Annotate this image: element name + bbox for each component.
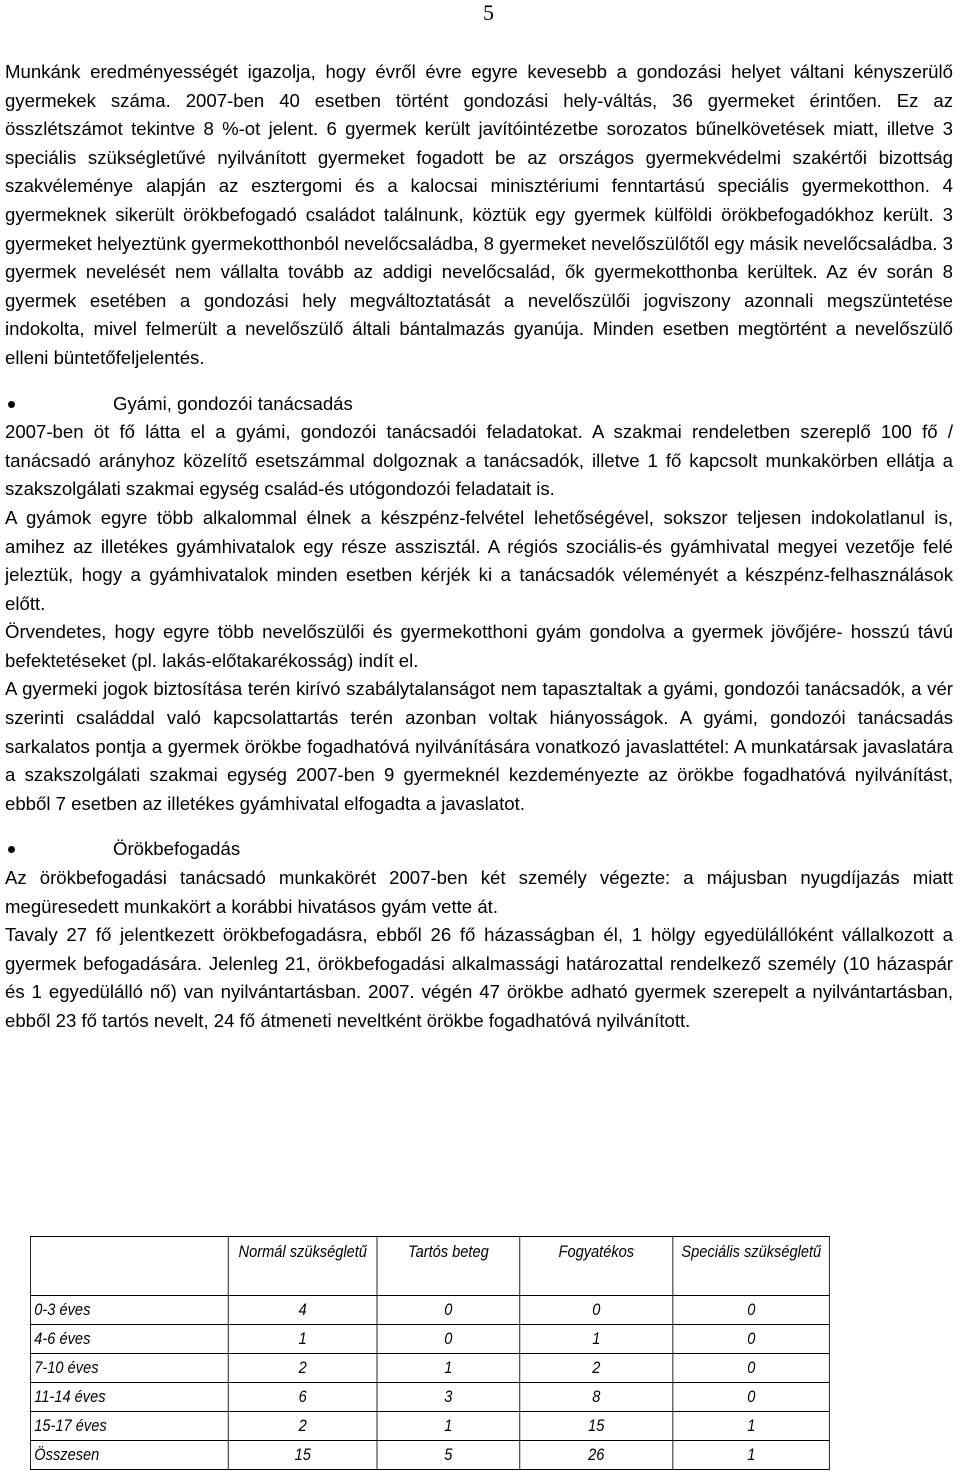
table-cell: 1 xyxy=(519,1325,673,1354)
table-cell: 1 xyxy=(673,1441,829,1470)
paragraph-savings: Örvendetes, hogy egyre több nevelőszülői és gyermekotthoni gyám gondolva a gyermek jövőjére- hosszú távú befektetéseket (pl. lakás-előtakarékosság) indít el. xyxy=(5,621,953,671)
section-heading-adoption xyxy=(5,835,953,864)
bullet-icon xyxy=(8,401,15,408)
paragraph-placement-changes: Munkánk eredményességét igazolja, hogy évről évre egyre kevesebb a gondozási helyet váltani kényszerülő gyermekek száma. 2007-ben 40 esetben történt gondozási hely-váltás, 36 gyermeket érintően. Ez az összlétszámot tekintve 8 %-ot jelent. 6 gyermek került javítóintézetbe sorozatos bűnelkövetések miatt, illetve 3 speciális szükségletűvé nyilvánított gyermeket fogadott be az országos gyermekvédelmi szakértői bizottság szakvéleménye alapján az esztergomi és a kalocsai minisztériumi fenntartású speciális gyermekotthon. 4 gyermeknek sikerült örökbefogadó családot találnunk, köztük egy gyermek külföldi örökbefogadókhoz került. 3 gyermeket helyeztünk gyermekotthonból nevelőcsaládba, 8 gyermeket nevelőszülőtől egy másik nevelőcsaládba. 3 gyermek nevelését nem vállalta tovább az addigi nevelőcsalád, ők gyermekotthonba kerültek. Az év során 8 gyermek esetében a gondozási hely megváltoztatását a nevelőszülői jogviszony azonnali megszüntetése indokolta, mivel felmerült a nevelőszülő általi bántalmazás gyanúja. Minden esetben megtörtént a nevelőszülő elleni büntetőfeljelentés. xyxy=(5,61,953,368)
table-row-label: 0-3 éves xyxy=(30,1296,228,1325)
table-header-cell: Speciális szükségletű xyxy=(673,1237,829,1296)
table-header-cell: Fogyatékos xyxy=(519,1237,673,1296)
table-total-row xyxy=(30,1441,829,1470)
paragraph-adoption-stats: Tavaly 27 fő jelentkezett örökbefogadásra, ebből 26 fő házasságban él, 1 hölgy egyedülállóként vállalkozott a gyermek befogadására. Jelenleg 21, örökbefogadási alkalmassági határozattal rendelkező személy (10 házaspár és 1 egyedülálló nő) van nyilvántartásban. 2007. végén 47 örökbe adható gyermek szerepelt a nyilvántartásban, ebből 23 fő tartós nevelt, 24 fő átmeneti neveltként örökbe fogadhatóvá nyilvánított. xyxy=(5,924,953,1031)
table-row-label: Összesen xyxy=(30,1441,228,1470)
table-cell: 0 xyxy=(377,1296,519,1325)
paragraph-cash-withdrawal: A gyámok egyre több alkalommal élnek a készpénz-felvétel lehetőségével, sokszor teljesen indokolatlanul is, amihez az illetékes gyámhivatalok egy része asszisztál. A régiós szociális-és gyámhivatal megyei vezetője felé jeleztük, hogy a gyámhivatalok minden esetben kérjék ki a tanácsadók véleményét a készpénz-felhasználások előtt. xyxy=(5,506,953,614)
table-cell: 0 xyxy=(673,1325,829,1354)
table-cell: 1 xyxy=(377,1412,519,1441)
section-heading-text: Örökbefogadás xyxy=(113,838,241,860)
paragraph-adoption-advisor: Az örökbefogadási tanácsadó munkakörét 2007-ben két személy végezte: a májusban nyugdíjazás miatt megüresedett munkakört a korábbi hivatásos gyám vette át. xyxy=(5,867,953,917)
table-cell: 4 xyxy=(228,1296,377,1325)
table-cell: 0 xyxy=(377,1325,519,1354)
table-cell: 26 xyxy=(519,1441,673,1470)
table-cell: 15 xyxy=(228,1441,377,1470)
table-row-label: 4-6 éves xyxy=(30,1325,228,1354)
bullet-icon xyxy=(8,846,15,853)
section-heading-text: Gyámi, gondozói tanácsadás xyxy=(113,392,353,414)
table-cell: 1 xyxy=(228,1325,377,1354)
table-cell: 1 xyxy=(377,1354,519,1383)
table-cell: 5 xyxy=(377,1441,519,1470)
table-cell: 1 xyxy=(673,1412,829,1441)
table-row-label: 7-10 éves xyxy=(30,1354,228,1383)
table-row xyxy=(30,1354,829,1383)
section-heading-guardianship xyxy=(5,390,953,419)
table-cell: 0 xyxy=(673,1296,829,1325)
paragraph-child-rights: A gyermeki jogok biztosítása terén kirívó szabálytalanságot nem tapasztaltak a gyámi, gondozói tanácsadók, a vér szerinti családdal való kapcsolattartás terén azonban voltak hiányosságok. A gyámi, gondozói tanácsadás sarkalatos pontja a gyermek örökbe fogadhatóvá nyilvánítására vonatkozó javaslattétel: A munkatársak javaslatára a szakszolgálati szakmai egység 2007-ben 9 gyermeknél kezdeményezte az örökbe fogadhatóvá nyilvánítást, ebből 7 esetben az illetékes gyámhivatal elfogadta a javaslatot. xyxy=(5,678,953,814)
table-row xyxy=(30,1383,829,1412)
table-cell: 2 xyxy=(228,1354,377,1383)
table-header-cell: Tartós beteg xyxy=(377,1237,519,1296)
table-cell: 0 xyxy=(673,1354,829,1383)
table-header-cell: Normál szükségletű xyxy=(228,1237,377,1296)
table-row xyxy=(30,1325,829,1354)
table-row xyxy=(30,1412,829,1441)
table-cell: 0 xyxy=(519,1296,673,1325)
table-cell: 3 xyxy=(377,1383,519,1412)
table-cell: 6 xyxy=(228,1383,377,1412)
table-cell: 2 xyxy=(519,1354,673,1383)
table-cell: 8 xyxy=(519,1383,673,1412)
table-cell: 0 xyxy=(673,1383,829,1412)
page-number: 5 xyxy=(483,0,494,25)
table-cell: 15 xyxy=(519,1412,673,1441)
children-needs-table xyxy=(30,1236,830,1470)
table-cell: 2 xyxy=(228,1412,377,1441)
table-header-cell xyxy=(30,1237,228,1296)
table-header-row xyxy=(30,1237,829,1296)
table-row-label: 15-17 éves xyxy=(30,1412,228,1441)
table-row-label: 11-14 éves xyxy=(30,1383,228,1412)
document-body xyxy=(5,58,953,1036)
paragraph-guardianship-staff: 2007-ben öt fő látta el a gyámi, gondozói tanácsadói feladatokat. A szakmai rendeletben szereplő 100 fő / tanácsadó arányhoz közelítő esetszámmal dolgoznak a tanácsadók, illetve 1 fő kapcsolt munkakörben ellátja a szakszolgálati szakmai egység család-és utógondozói feladatait is. xyxy=(5,421,953,500)
table-row xyxy=(30,1296,829,1325)
